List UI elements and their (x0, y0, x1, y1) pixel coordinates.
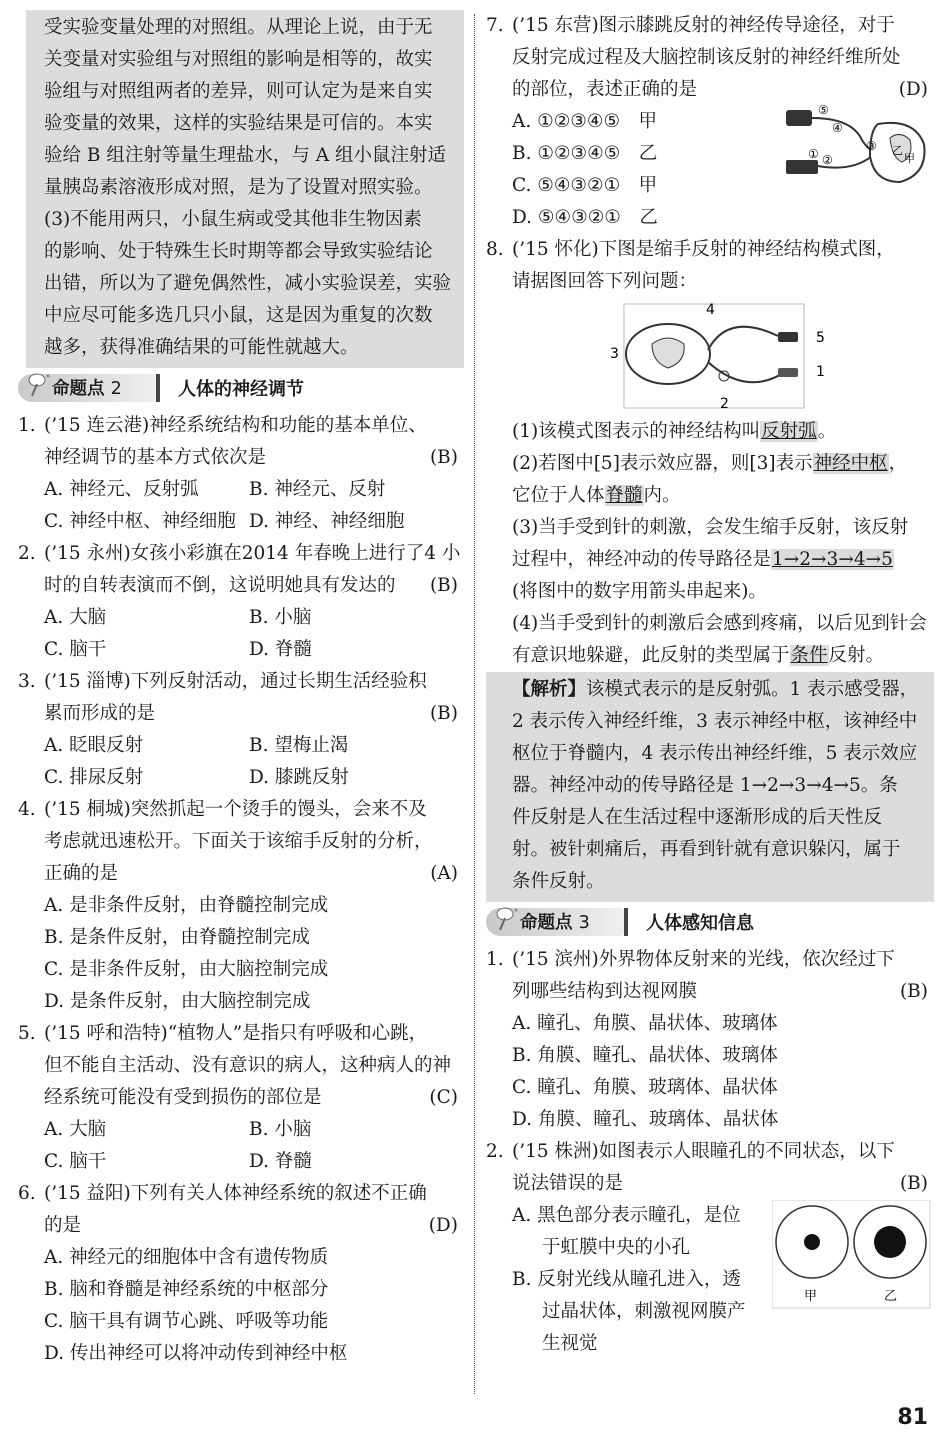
explain-line: (3)不能用两只，小鼠生病或受其他非生物因素 (44, 209, 422, 230)
reflex-arc-figure (608, 302, 828, 412)
explain-line: 验组与对照组两者的差异，则可认定为是来自实 (44, 81, 433, 102)
topic-divider-bar (624, 908, 628, 936)
q32-options-area (486, 1200, 934, 1368)
question-stem: (’15 滨州)外界物体反射来的光线，依次经过下 (512, 949, 895, 970)
option[interactable]: B. 神经元、反射 (249, 479, 386, 500)
question-stem: (’15 株洲)如图表示人眼瞳孔的不同状态，以下 (512, 1141, 895, 1162)
explain-line: 关变量对实验组与对照组的影响是相等的，故实 (44, 49, 433, 70)
question-number: 1. (18, 415, 36, 436)
question-stem: (’15 东营)图示膝跳反射的神经传导途径，对于 (512, 15, 895, 36)
answer: (B) (899, 1173, 928, 1194)
page-number: 81 (897, 1405, 928, 1430)
answer: (B) (429, 575, 458, 596)
question-4 (18, 794, 464, 890)
question-3-1 (486, 944, 934, 1008)
topic-label: 命题点 2 (52, 379, 122, 399)
analysis-line: 【解析】该模式表示的是反射弧。1 表示感受器， (512, 679, 919, 700)
option-cont: 过晶状体，刺激视网膜产 (542, 1301, 746, 1322)
explain-line: 越多，获得准确结果的可能性就越大。 (44, 337, 359, 358)
answer-blank: 脊髓 (605, 485, 643, 506)
question-stem: 反射完成过程及大脑控制该反射的神经纤维所处 (512, 47, 901, 68)
option[interactable]: A. 是非条件反射，由脊髓控制完成 (44, 895, 329, 916)
option[interactable]: B. 角膜、瞳孔、晶状体、玻璃体 (512, 1045, 778, 1066)
option-row (44, 762, 464, 794)
question-number: 1. (486, 949, 504, 970)
topic-divider-bar (156, 374, 160, 402)
right-column (486, 10, 934, 1368)
question-stem: 的部位，表述正确的是 (512, 79, 698, 100)
question-stem: (’15 桐城)突然抓起一个烫手的馒头，会来不及 (44, 799, 427, 820)
option-row (44, 474, 464, 506)
question-3-2 (486, 1136, 934, 1200)
option[interactable]: C. 脑干 (44, 1151, 107, 1172)
option[interactable]: D. 脊髓 (249, 639, 312, 660)
option[interactable]: D. 膝跳反射 (249, 767, 349, 788)
question-3 (18, 666, 464, 730)
fig-label: 2 (720, 396, 729, 412)
analysis-line: 器。神经冲动的传导路径是 1→2→3→4→5。条 (512, 775, 898, 796)
question-number: 5. (18, 1023, 36, 1044)
option[interactable]: A. 眨眼反射 (44, 735, 144, 756)
question-stem: 请据图回答下列问题： (512, 271, 698, 292)
analysis-block (486, 672, 934, 902)
analysis-label: 【解析】 (512, 679, 587, 700)
answer-blank: 条件 (790, 645, 828, 666)
option[interactable]: B. 小脑 (249, 607, 312, 628)
question-stem: 的是 (44, 1215, 82, 1236)
options (18, 1114, 464, 1178)
question-stem: (’15 呼和浩特)“植物人”是指只有呼吸和心跳， (44, 1023, 428, 1044)
option[interactable]: B. 是条件反射，由脊髓控制完成 (44, 927, 310, 948)
topic-title: 人体感知信息 (646, 913, 754, 934)
option[interactable]: A. 黑色部分表示瞳孔，是位 (512, 1205, 741, 1226)
fig-label: ③ (866, 139, 877, 153)
option[interactable]: C. 排尿反射 (44, 767, 144, 788)
question-8 (486, 234, 934, 298)
q8-figure-area (486, 298, 934, 416)
subquestion-4: (4)当手受到针的刺激后会感到疼痛，以后见到针会 (512, 613, 927, 634)
q7-options-area (486, 103, 934, 234)
fig-label: 乙 (884, 1289, 898, 1304)
option[interactable]: B. 望梅止渴 (249, 735, 349, 756)
question-number: 4. (18, 799, 36, 820)
option[interactable]: C. 瞳孔、角膜、玻璃体、晶状体 (512, 1077, 778, 1098)
subquestion-3-cont: 过程中，神经冲动的传导路径是1→2→3→4→5 (512, 549, 893, 570)
option[interactable]: D. ⑤④③②① 乙 (512, 207, 658, 228)
explanation-block (26, 10, 464, 368)
option-row (44, 1114, 464, 1146)
answer: (B) (899, 981, 928, 1002)
subquestion-3: (3)当手受到针的刺激，会发生缩手反射，该反射 (512, 517, 909, 538)
answer: (B) (429, 447, 458, 468)
question-stem-line (44, 442, 464, 474)
question-stem: (’15 连云港)神经系统结构和功能的基本单位、 (44, 415, 427, 436)
answer: (C) (429, 1087, 458, 1108)
analysis-line: 2 表示传入神经纤维，3 表示神经中枢，该神经中 (512, 711, 918, 732)
flower-icon (492, 904, 522, 934)
option-row (44, 1146, 464, 1178)
option-cont: 生视觉 (542, 1333, 598, 1354)
subquestion-2: (2)若图中[5]表示效应器，则[3]表示神经中枢， (512, 453, 908, 474)
question-stem: 神经调节的基本方式依次是 (44, 447, 267, 468)
explain-line: 验给 B 组注射等量生理盐水，与 A 组小鼠注射适 (44, 145, 446, 166)
option[interactable]: B. 反射光线从瞳孔进入，透 (512, 1269, 741, 1290)
fig-label: ⑤ (818, 103, 829, 117)
question-5 (18, 1018, 464, 1114)
question-stem: 说法错误的是 (512, 1173, 624, 1194)
option[interactable]: B. ①②③④⑤ 乙 (512, 143, 658, 164)
question-stem: 累而形成的是 (44, 703, 156, 724)
question-7 (486, 10, 934, 106)
option[interactable]: C. 神经中枢、神经细胞 (44, 511, 236, 532)
fig-label: ④ (832, 121, 843, 135)
subquestion-4-cont: 有意识地躲避，此反射的类型属于条件反射。 (512, 645, 885, 666)
question-stem: 时的自转表演而不倒，这说明她具有发达的 (44, 575, 396, 596)
question-stem: (’15 怀化)下图是缩手反射的神经结构模式图， (512, 239, 895, 260)
option[interactable]: B. 脑和脊髓是神经系统的中枢部分 (44, 1279, 329, 1300)
answer: (A) (430, 863, 458, 884)
analysis-line: 件反射是人在生活过程中逐渐形成的后天性反 (512, 807, 883, 828)
option[interactable]: C. 是非条件反射，由大脑控制完成 (44, 959, 329, 980)
fig-label: 4 (706, 302, 715, 318)
topic-header-2 (18, 372, 464, 406)
option[interactable]: D. 神经、神经细胞 (249, 511, 405, 532)
option-row (44, 602, 464, 634)
option[interactable]: C. ⑤④③②① 甲 (512, 175, 658, 196)
option[interactable]: D. 角膜、瞳孔、玻璃体、晶状体 (512, 1109, 779, 1130)
question-stem-line (44, 1082, 464, 1114)
option[interactable]: D. 是条件反射，由大脑控制完成 (44, 991, 311, 1012)
fig-label: ② (822, 153, 833, 167)
question-number: 7. (486, 15, 504, 36)
fig-label: ① (808, 147, 819, 161)
fig-label: 5 (816, 330, 825, 346)
option[interactable]: A. 大脑 (44, 1119, 107, 1140)
question-6 (18, 1178, 464, 1242)
analysis-line: 枢位于脊髓内，4 表示传出神经纤维，5 表示效应 (512, 743, 918, 764)
option[interactable]: B. 小脑 (249, 1119, 312, 1140)
subquestion-3-note: (将图中的数字用箭头串起来)。 (512, 581, 767, 602)
column-divider (474, 14, 475, 1394)
topic-label: 命题点 3 (520, 913, 590, 933)
answer: (D) (428, 1215, 458, 1236)
question-number: 8. (486, 239, 504, 260)
question-stem-line (512, 976, 934, 1008)
question-1 (18, 410, 464, 474)
fig-label: 甲 (804, 1289, 818, 1304)
option[interactable]: D. 传出神经可以将冲动传到神经中枢 (44, 1343, 348, 1364)
explain-line: 中应尽可能多选几只小鼠，这是因为重复的次数 (44, 305, 433, 326)
option[interactable]: A. ①②③④⑤ 甲 (512, 111, 658, 132)
explain-line: 受实验变量处理的对照组。从理论上说，由于无 (44, 17, 433, 38)
question-number: 2. (18, 543, 36, 564)
option[interactable]: A. 大脑 (44, 607, 107, 628)
explain-line: 验变量的效果，这样的实验结果是可信的。本实 (44, 113, 433, 134)
subquestion-1: (1)该模式图表示的神经结构叫反射弧。 (512, 421, 837, 442)
option[interactable]: C. 脑干具有调节心跳、呼吸等功能 (44, 1311, 329, 1332)
q8-subquestions (486, 416, 934, 902)
answer-blank: 1→2→3→4→5 (772, 549, 893, 570)
question-number: 6. (18, 1183, 36, 1204)
question-stem: (’15 益阳)下列有关人体神经系统的叙述不正确 (44, 1183, 427, 1204)
question-number: 3. (18, 671, 36, 692)
explain-line: 量胰岛素溶液形成对照，是为了设置对照实验。 (44, 177, 433, 198)
flower-icon (24, 370, 54, 400)
subquestion-2-cont: 它位于人体脊髓内。 (512, 485, 681, 506)
question-stem-line (44, 858, 464, 890)
knee-jerk-reflex-figure (782, 100, 930, 192)
pupil-figure (772, 1200, 932, 1312)
question-stem: 列哪些结构到达视网膜 (512, 981, 698, 1002)
analysis-line: 条件反射。 (512, 871, 605, 892)
answer: (D) (898, 79, 928, 100)
option[interactable]: A. 神经元、反射弧 (44, 479, 199, 500)
left-column (18, 10, 464, 1370)
explain-line: 的影响、处于特殊生长时期等都会导致实验结论 (44, 241, 433, 262)
question-stem: 考虑就迅速松开。下面关于该缩手反射的分析， (44, 831, 433, 852)
question-stem-line (44, 698, 464, 730)
answer: (B) (429, 703, 458, 724)
option[interactable]: C. 脑干 (44, 639, 107, 660)
option[interactable]: A. 瞳孔、角膜、晶状体、玻璃体 (512, 1013, 778, 1034)
fig-label: 乙 (892, 144, 903, 157)
question-stem: 但不能自主活动、没有意识的病人，这种病人的神 (44, 1055, 452, 1076)
option-row (44, 634, 464, 666)
fig-label: 1 (816, 364, 825, 380)
answer-blank: 神经中枢 (813, 453, 888, 474)
options (18, 474, 464, 538)
option-cont: 于虹膜中央的小孔 (542, 1237, 691, 1258)
fig-label: 3 (610, 346, 619, 362)
question-stem: (’15 淄博)下列反射活动，通过长期生活经验积 (44, 671, 427, 692)
question-number: 2. (486, 1141, 504, 1162)
explain-line: 出错，所以为了避免偶然性，减小实验误差，实验 (44, 273, 452, 294)
option-row (44, 730, 464, 762)
question-2 (18, 538, 464, 602)
option[interactable]: D. 脊髓 (249, 1151, 312, 1172)
answer-blank: 反射弧 (761, 421, 817, 442)
topic-title: 人体的神经调节 (178, 379, 304, 400)
analysis-line: 射。被针刺痛后，再看到针就有意识躲闪，属于 (512, 839, 901, 860)
fig-label: 甲 (904, 152, 915, 165)
option[interactable]: A. 神经元的细胞体中含有遗传物质 (44, 1247, 329, 1268)
question-stem: 正确的是 (44, 863, 119, 884)
question-stem-line (512, 1168, 934, 1200)
topic-header-3 (486, 906, 934, 940)
question-stem: (’15 永州)女孩小彩旗在2014 年春晚上进行了4 小 (44, 543, 461, 564)
option-row (44, 506, 464, 538)
options (18, 602, 464, 666)
question-stem: 经系统可能没有受到损伤的部位是 (44, 1087, 322, 1108)
question-stem-line (44, 570, 464, 602)
question-stem-line (44, 1210, 464, 1242)
options (18, 730, 464, 794)
